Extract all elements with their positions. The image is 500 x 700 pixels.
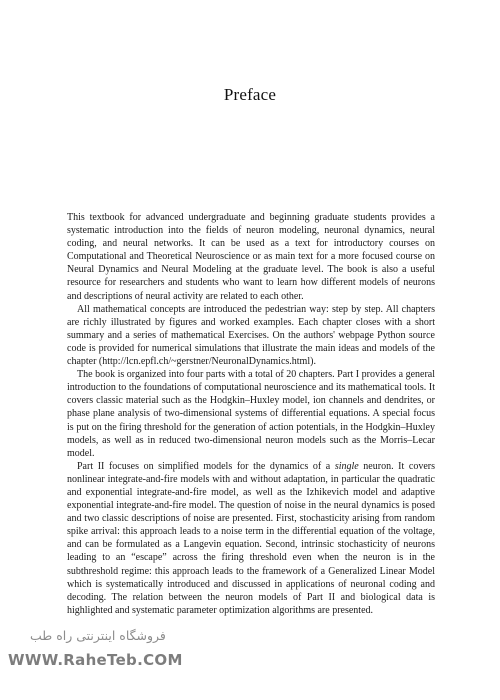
paragraph-3: The book is organized into four parts with a total of 20 chapters. Part I provides a general introduction to the foundations of computational neuroscience and its mathematical tools. It covers classic material such as the Hodgkin–Huxley model, ion channels and dendrites, or phase plane analysis of two-dimensional systems of differential equations. A special focus is put on the firing threshold for the generation of action potentials, in the Hodgkin–Huxley models, as well as in reduced two-dimensional neuron models such as the Morris–Lecar model. xyxy=(67,369,435,459)
preface-body xyxy=(67,211,435,617)
watermark xyxy=(8,628,238,688)
watermark-url: WWW.RaheTeb.COM xyxy=(8,651,183,669)
watermark-persian-text: فروشگاه اینترنتی راه طب xyxy=(30,628,166,643)
paragraph-4-rest: neuron. It covers nonlinear integrate-and-fire models with and without adaptation, in particular the quadratic and exponential integrate-and-fire model, as well as the Izhikevich model and adaptive exponential integrate-and-fire model. The question of noise in the neural dynamics is posed and two classic descriptions of noise are presented. First, stochasticity arising from random spike arrival: this approach leads to a noise term in the differential equation of the voltage, and can be formulated as a Langevin equation. Second, intrinsic stochasticity of neurons leading to an “escape” across the firing threshold even when the neuron is in the subthreshold regime: this approach leads to the framework of a Generalized Linear Model which is systematically introduced and discussed in applications of neuronal coding and decoding. The relation between the neuron models of Part II and biological data is highlighted and systematic parameter optimization algorithms are presented. xyxy=(67,460,435,616)
emphasis-single: single xyxy=(334,460,359,472)
paragraph-2: All mathematical concepts are introduced the pedestrian way: step by step. All chapters are richly illustrated by figures and worked examples. Each chapter closes with a short summary and a series of mathematical Exercises. On the authors' webpage Python source code is provided for numerical simulations that illustrate the main ideas and models of the chapter (http://lcn.epfl.ch/~gerstner/NeuronalDynamics.html). xyxy=(67,303,435,368)
paragraph-4-start: Part II focuses on simplified models for the dynamics of a xyxy=(77,460,335,472)
paragraph-4 xyxy=(67,460,435,617)
page-title: Preface xyxy=(223,85,277,104)
paragraph-1: This textbook for advanced undergraduate and beginning graduate students provides a systematic introduction into the fields of neuron modeling, neuronal dynamics, neural coding, and neural networks. It can be used as a text for introductory courses on Computational and Theoretical Neuroscience or as main text for a more focused course on Neural Dynamics and Neural Modeling at the graduate level. The book is also a useful resource for researchers and students who want to learn how different models of neurons and descriptions of neural activity are related to each other. xyxy=(67,212,435,302)
